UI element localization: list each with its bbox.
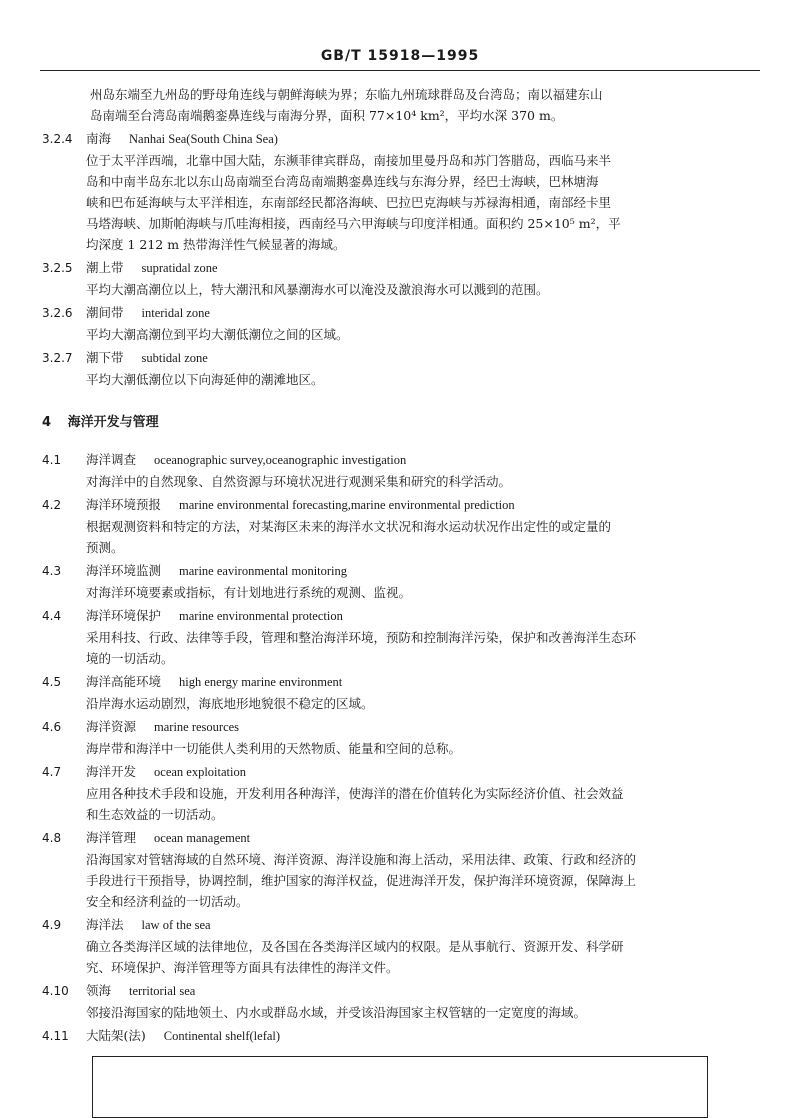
term-chinese: 潮下带 [86, 350, 124, 365]
term-entry [42, 560, 758, 603]
term-english: marine environmental protection [179, 609, 343, 623]
term-definition-line: 马塔海峡、加斯帕海峡与爪哇海相接，西南经马六甲海峡与印度洋相通。面积约 25×10⁵ m²，平 [86, 216, 621, 231]
term-entry [42, 761, 758, 825]
term-chinese: 海洋环境预报 [86, 497, 162, 512]
term-entry [42, 914, 758, 978]
term-english: law of the sea [141, 918, 211, 932]
term-definition-line: 采用科技、行政、法律等手段，管理和整治海洋环境，预防和控制海洋污染，保护和改善海洋生态环 [86, 630, 637, 645]
term-english: oceanographic survey,oceanographic investigation [154, 453, 407, 467]
intro-paragraph [42, 84, 758, 126]
term-line [42, 494, 758, 516]
term-number: 4.8 [42, 831, 62, 845]
term-definition-line: 安全和经济利益的一切活动。 [86, 894, 249, 909]
term-entry [42, 827, 758, 912]
term-line [42, 716, 758, 738]
standard-code: GB/T 15918—1995 [320, 48, 480, 64]
term-chinese: 领海 [86, 983, 112, 998]
term-chinese: 海洋资源 [86, 719, 137, 734]
term-entry [42, 980, 758, 1023]
term-number: 4.7 [42, 765, 62, 779]
term-definition-line: 对海洋中的自然现象、自然资源与环境状况进行观测采集和研究的科学活动。 [86, 474, 512, 489]
term-line [42, 761, 758, 783]
term-entry [42, 494, 758, 558]
term-number: 3.2.6 [42, 306, 73, 320]
term-definition-line: 沿岸海水运动剧烈，海底地形地貌很不稳定的区域。 [86, 696, 374, 711]
intro-line: 州岛东端至九州岛的野母角连线与朝鲜海峡为界；东临九州琉球群岛及台湾岛；南以福建东山 [90, 87, 603, 102]
term-definition-line: 均深度 1 212 m 热带海洋性气候显著的海域。 [86, 237, 346, 252]
term-definition-line: 确立各类海洋区域的法律地位，及各国在各类海洋区域内的权限。是从事航行、资源开发、科学研 [86, 939, 624, 954]
term-chinese: 大陆架(法) [86, 1028, 146, 1043]
term-definition-line: 境的一切活动。 [86, 651, 174, 666]
term-english: Nanhai Sea(South China Sea) [129, 132, 278, 146]
term-line [42, 449, 758, 471]
term-definition-line: 平均大潮低潮位以下向海延伸的潮滩地区。 [86, 372, 324, 387]
term-english: Continental shelf(lefal) [163, 1029, 281, 1043]
term-number: 4.11 [42, 1029, 69, 1043]
term-english: territorial sea [129, 984, 196, 998]
footer-note-box [92, 1056, 708, 1118]
term-list-section-3 [42, 128, 758, 390]
term-definition-line: 手段进行干预指导，协调控制，维护国家的海洋权益，促进海洋开发，保护海洋环境资源，保障海上 [86, 873, 637, 888]
term-number: 3.2.4 [42, 132, 73, 146]
term-definition-line: 位于太平洋西端，北靠中国大陆，东濒菲律宾群岛，南接加里曼丹岛和苏门答腊岛，西临马来半 [86, 153, 612, 168]
term-english: subtidal zone [141, 351, 208, 365]
term-line [42, 671, 758, 693]
term-entry [42, 605, 758, 669]
term-number: 4.4 [42, 609, 62, 623]
intro-line: 岛南端至台湾岛南端鹅銮鼻连线与南海分界，面积 77×10⁴ km²，平均水深 370 m。 [90, 108, 564, 123]
term-entry [42, 302, 758, 345]
term-definition-line: 海岸带和海洋中一切能供人类利用的天然物质、能量和空间的总称。 [86, 741, 462, 756]
term-line [42, 980, 758, 1002]
term-chinese: 海洋高能环境 [86, 674, 162, 689]
term-line [42, 302, 758, 324]
term-line [42, 914, 758, 936]
term-definition-line: 对海洋环境要素或指标，有计划地进行系统的观测、监视。 [86, 585, 412, 600]
term-definition-line: 沿海国家对管辖海域的自然环境、海洋资源、海洋设施和海上活动，采用法律、政策、行政和经济的 [86, 852, 637, 867]
section-number: 4 [42, 415, 52, 430]
term-entry [42, 257, 758, 300]
term-english: marine eavironmental monitoring [179, 564, 348, 578]
term-number: 4.5 [42, 675, 62, 689]
term-chinese: 潮间带 [86, 305, 124, 320]
term-number: 3.2.7 [42, 351, 73, 365]
term-number: 4.9 [42, 918, 62, 932]
header-rule [40, 70, 760, 71]
term-number: 4.1 [42, 453, 62, 467]
term-entry [42, 347, 758, 390]
term-chinese: 海洋管理 [86, 830, 137, 845]
term-line [42, 128, 758, 150]
term-entry [42, 128, 758, 255]
term-number: 4.3 [42, 564, 62, 578]
term-english: ocean exploitation [154, 765, 246, 779]
term-chinese: 南海 [86, 131, 112, 146]
term-english: ocean management [154, 831, 251, 845]
term-entry [42, 716, 758, 759]
term-definition-line: 和生态效益的一切活动。 [86, 807, 224, 822]
term-english: high energy marine environment [179, 675, 343, 689]
term-number: 4.2 [42, 498, 62, 512]
term-number: 4.10 [42, 984, 69, 998]
document-body [42, 84, 758, 1047]
section-title: 海洋开发与管理 [67, 415, 159, 430]
term-line [42, 347, 758, 369]
term-english: supratidal zone [141, 261, 218, 275]
term-line [42, 257, 758, 279]
term-english: interidal zone [141, 306, 210, 320]
page-header [0, 48, 800, 64]
term-definition-line: 预测。 [86, 540, 124, 555]
term-definition-line: 根据观测资料和特定的方法，对某海区未来的海洋水文状况和海水运动状况作出定性的或定量的 [86, 519, 612, 534]
term-definition-line: 应用各种技术手段和设施，开发利用各种海洋，使海洋的潜在价值转化为实际经济价值、社会效益 [86, 786, 624, 801]
term-chinese: 海洋环境监测 [86, 563, 162, 578]
term-line [42, 605, 758, 627]
term-list-section-4 [42, 449, 758, 1047]
term-english: marine environmental forecasting,marine environmental prediction [179, 498, 515, 512]
term-english: marine resources [154, 720, 240, 734]
term-definition-line: 平均大潮高潮位以上，特大潮汛和风暴潮海水可以淹没及激浪海水可以溅到的范围。 [86, 282, 549, 297]
section-heading [42, 412, 758, 433]
term-chinese: 潮上带 [86, 260, 124, 275]
term-line [42, 560, 758, 582]
term-entry [42, 671, 758, 714]
term-line [42, 827, 758, 849]
term-line [42, 1025, 758, 1047]
term-definition-line: 峡和巴布延海峡与太平洋相连，东南部经民都洛海峡、巴拉巴克海峡与苏禄海相通，南部经卡里 [86, 195, 612, 210]
term-definition-line: 岛和中南半岛东北以东山岛南端至台湾岛南端鹅銮鼻连线与东海分界，经巴士海峡，巴林塘海 [86, 174, 599, 189]
term-number: 4.6 [42, 720, 62, 734]
term-chinese: 海洋调查 [86, 452, 137, 467]
term-number: 3.2.5 [42, 261, 73, 275]
term-definition-line: 平均大潮高潮位到平均大潮低潮位之间的区域。 [86, 327, 349, 342]
term-entry [42, 449, 758, 492]
term-chinese: 海洋法 [86, 917, 124, 932]
term-entry [42, 1025, 758, 1047]
term-chinese: 海洋开发 [86, 764, 137, 779]
term-definition-line: 究、环境保护、海洋管理等方面具有法律性的海洋文件。 [86, 960, 399, 975]
term-definition-line: 邻接沿海国家的陆地领土、内水或群岛水域，并受该沿海国家主权管辖的一定宽度的海域。 [86, 1005, 587, 1020]
term-chinese: 海洋环境保护 [86, 608, 162, 623]
